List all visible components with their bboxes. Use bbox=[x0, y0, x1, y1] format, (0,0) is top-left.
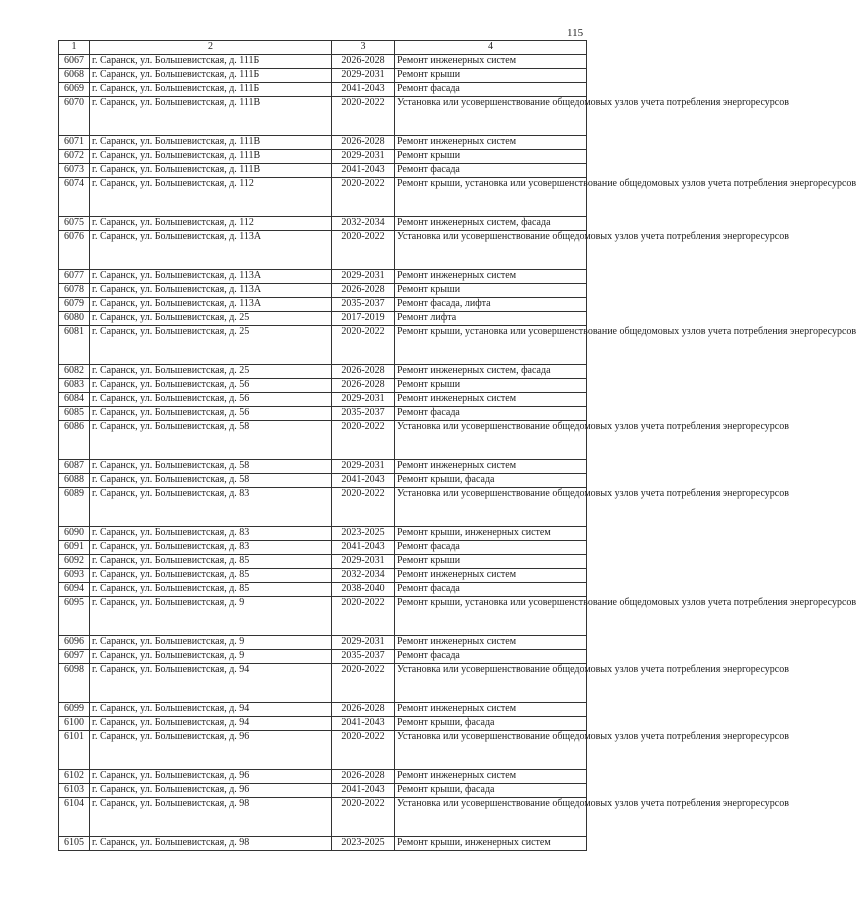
row-work-type: Ремонт лифта bbox=[395, 312, 587, 326]
table-row bbox=[59, 597, 587, 636]
row-number: 6086 bbox=[59, 421, 90, 460]
row-work-type: Ремонт инженерных систем bbox=[395, 636, 587, 650]
row-number: 6084 bbox=[59, 393, 90, 407]
row-work-type: Установка или усовершенствование общедомовых узлов учета потребления энергоресурсов bbox=[395, 798, 587, 837]
row-address: г. Саранск, ул. Большевистская, д. 9 bbox=[90, 636, 332, 650]
row-period: 2029-2031 bbox=[332, 460, 395, 474]
row-number: 6082 bbox=[59, 365, 90, 379]
row-number: 6069 bbox=[59, 83, 90, 97]
row-number: 6094 bbox=[59, 583, 90, 597]
row-period: 2026-2028 bbox=[332, 365, 395, 379]
row-work-type: Ремонт инженерных систем, фасада bbox=[395, 365, 587, 379]
table-row bbox=[59, 298, 587, 312]
row-address: г. Саранск, ул. Большевистская, д. 56 bbox=[90, 407, 332, 421]
row-period: 2026-2028 bbox=[332, 136, 395, 150]
row-number: 6102 bbox=[59, 770, 90, 784]
row-period: 2026-2028 bbox=[332, 284, 395, 298]
row-work-type: Установка или усовершенствование общедомовых узлов учета потребления энергоресурсов bbox=[395, 488, 587, 527]
table-row bbox=[59, 407, 587, 421]
row-period: 2020-2022 bbox=[332, 664, 395, 703]
row-work-type: Ремонт крыши, установка или усовершенствование общедомовых узлов учета потребления энергоресурсов bbox=[395, 597, 587, 636]
table-row bbox=[59, 421, 587, 460]
row-number: 6099 bbox=[59, 703, 90, 717]
table-row bbox=[59, 136, 587, 150]
table-row bbox=[59, 650, 587, 664]
table-row bbox=[59, 365, 587, 379]
row-address: г. Саранск, ул. Большевистская, д. 85 bbox=[90, 555, 332, 569]
row-period: 2041-2043 bbox=[332, 83, 395, 97]
table-row bbox=[59, 527, 587, 541]
row-work-type: Ремонт фасада bbox=[395, 650, 587, 664]
table-row bbox=[59, 541, 587, 555]
table-row bbox=[59, 474, 587, 488]
row-period: 2038-2040 bbox=[332, 583, 395, 597]
row-address: г. Саранск, ул. Большевистская, д. 94 bbox=[90, 703, 332, 717]
row-period: 2041-2043 bbox=[332, 164, 395, 178]
row-work-type: Ремонт инженерных систем bbox=[395, 55, 587, 69]
row-work-type: Ремонт фасада bbox=[395, 83, 587, 97]
row-number: 6096 bbox=[59, 636, 90, 650]
table-row bbox=[59, 217, 587, 231]
row-work-type: Ремонт инженерных систем bbox=[395, 569, 587, 583]
table-row bbox=[59, 488, 587, 527]
row-period: 2029-2031 bbox=[332, 150, 395, 164]
row-period: 2023-2025 bbox=[332, 527, 395, 541]
row-number: 6091 bbox=[59, 541, 90, 555]
row-period: 2020-2022 bbox=[332, 798, 395, 837]
row-address: г. Саранск, ул. Большевистская, д. 9 bbox=[90, 597, 332, 636]
row-number: 6081 bbox=[59, 326, 90, 365]
row-work-type: Ремонт инженерных систем bbox=[395, 136, 587, 150]
row-address: г. Саранск, ул. Большевистская, д. 113А bbox=[90, 270, 332, 284]
row-address: г. Саранск, ул. Большевистская, д. 58 bbox=[90, 474, 332, 488]
row-address: г. Саранск, ул. Большевистская, д. 56 bbox=[90, 379, 332, 393]
row-address: г. Саранск, ул. Большевистская, д. 94 bbox=[90, 717, 332, 731]
table-row bbox=[59, 97, 587, 136]
row-work-type: Ремонт фасада bbox=[395, 407, 587, 421]
row-period: 2023-2025 bbox=[332, 837, 395, 851]
table-row bbox=[59, 731, 587, 770]
table-row bbox=[59, 178, 587, 217]
row-number: 6105 bbox=[59, 837, 90, 851]
repair-schedule-table bbox=[58, 40, 856, 851]
row-work-type: Ремонт крыши bbox=[395, 150, 587, 164]
row-number: 6095 bbox=[59, 597, 90, 636]
table-row bbox=[59, 284, 587, 298]
row-period: 2032-2034 bbox=[332, 217, 395, 231]
row-period: 2029-2031 bbox=[332, 555, 395, 569]
row-work-type: Ремонт крыши, установка или усовершенствование общедомовых узлов учета потребления энергоресурсов bbox=[395, 326, 587, 365]
row-number: 6100 bbox=[59, 717, 90, 731]
table-row bbox=[59, 837, 587, 851]
row-period: 2041-2043 bbox=[332, 474, 395, 488]
row-period: 2020-2022 bbox=[332, 488, 395, 527]
row-work-type: Установка или усовершенствование общедомовых узлов учета потребления энергоресурсов bbox=[395, 97, 587, 136]
row-number: 6083 bbox=[59, 379, 90, 393]
row-work-type: Ремонт инженерных систем bbox=[395, 770, 587, 784]
row-period: 2035-2037 bbox=[332, 407, 395, 421]
table-row bbox=[59, 703, 587, 717]
row-address: г. Саранск, ул. Большевистская, д. 112 bbox=[90, 217, 332, 231]
table-row bbox=[59, 312, 587, 326]
row-work-type: Ремонт крыши, установка или усовершенствование общедомовых узлов учета потребления энергоресурсов bbox=[395, 178, 587, 217]
row-address: г. Саранск, ул. Большевистская, д. 111В bbox=[90, 150, 332, 164]
header-row bbox=[59, 41, 587, 55]
row-number: 6097 bbox=[59, 650, 90, 664]
row-work-type: Установка или усовершенствование общедомовых узлов учета потребления энергоресурсов bbox=[395, 664, 587, 703]
row-number: 6074 bbox=[59, 178, 90, 217]
row-address: г. Саранск, ул. Большевистская, д. 113А bbox=[90, 298, 332, 312]
row-work-type: Ремонт крыши, инженерных систем bbox=[395, 527, 587, 541]
table-row bbox=[59, 150, 587, 164]
row-address: г. Саранск, ул. Большевистская, д. 96 bbox=[90, 770, 332, 784]
row-address: г. Саранск, ул. Большевистская, д. 9 bbox=[90, 650, 332, 664]
column-header-work: 4 bbox=[395, 41, 587, 55]
row-address: г. Саранск, ул. Большевистская, д. 111Б bbox=[90, 55, 332, 69]
row-period: 2026-2028 bbox=[332, 379, 395, 393]
row-period: 2029-2031 bbox=[332, 270, 395, 284]
row-period: 2020-2022 bbox=[332, 231, 395, 270]
row-address: г. Саранск, ул. Большевистская, д. 85 bbox=[90, 583, 332, 597]
row-address: г. Саранск, ул. Большевистская, д. 96 bbox=[90, 731, 332, 770]
row-address: г. Саранск, ул. Большевистская, д. 25 bbox=[90, 365, 332, 379]
row-number: 6067 bbox=[59, 55, 90, 69]
table-row bbox=[59, 798, 587, 837]
row-address: г. Саранск, ул. Большевистская, д. 56 bbox=[90, 393, 332, 407]
row-number: 6068 bbox=[59, 69, 90, 83]
table-row bbox=[59, 55, 587, 69]
row-number: 6078 bbox=[59, 284, 90, 298]
row-work-type: Ремонт инженерных систем bbox=[395, 270, 587, 284]
row-address: г. Саранск, ул. Большевистская, д. 112 bbox=[90, 178, 332, 217]
row-work-type: Установка или усовершенствование общедомовых узлов учета потребления энергоресурсов bbox=[395, 231, 587, 270]
column-header-number: 1 bbox=[59, 41, 90, 55]
table-row bbox=[59, 784, 587, 798]
table-row bbox=[59, 664, 587, 703]
row-period: 2029-2031 bbox=[332, 636, 395, 650]
row-number: 6070 bbox=[59, 97, 90, 136]
row-number: 6101 bbox=[59, 731, 90, 770]
row-work-type: Ремонт крыши, фасада bbox=[395, 474, 587, 488]
table-row bbox=[59, 636, 587, 650]
row-number: 6088 bbox=[59, 474, 90, 488]
row-number: 6093 bbox=[59, 569, 90, 583]
row-work-type: Ремонт фасада, лифта bbox=[395, 298, 587, 312]
row-number: 6073 bbox=[59, 164, 90, 178]
row-work-type: Ремонт крыши, фасада bbox=[395, 784, 587, 798]
row-work-type: Установка или усовершенствование общедомовых узлов учета потребления энергоресурсов bbox=[395, 731, 587, 770]
row-number: 6080 bbox=[59, 312, 90, 326]
row-period: 2029-2031 bbox=[332, 69, 395, 83]
row-address: г. Саранск, ул. Большевистская, д. 98 bbox=[90, 837, 332, 851]
table-header bbox=[59, 41, 587, 55]
row-period: 2032-2034 bbox=[332, 569, 395, 583]
row-work-type: Ремонт крыши bbox=[395, 69, 587, 83]
row-address: г. Саранск, ул. Большевистская, д. 111В bbox=[90, 136, 332, 150]
row-period: 2026-2028 bbox=[332, 703, 395, 717]
column-header-period: 3 bbox=[332, 41, 395, 55]
table-row bbox=[59, 717, 587, 731]
table-row bbox=[59, 555, 587, 569]
row-period: 2020-2022 bbox=[332, 421, 395, 460]
row-period: 2020-2022 bbox=[332, 731, 395, 770]
row-period: 2029-2031 bbox=[332, 393, 395, 407]
row-period: 2035-2037 bbox=[332, 650, 395, 664]
row-work-type: Ремонт фасада bbox=[395, 541, 587, 555]
row-address: г. Саранск, ул. Большевистская, д. 85 bbox=[90, 569, 332, 583]
row-period: 2026-2028 bbox=[332, 770, 395, 784]
row-address: г. Саранск, ул. Большевистская, д. 111В bbox=[90, 97, 332, 136]
row-period: 2035-2037 bbox=[332, 298, 395, 312]
row-address: г. Саранск, ул. Большевистская, д. 111Б bbox=[90, 83, 332, 97]
row-number: 6098 bbox=[59, 664, 90, 703]
row-address: г. Саранск, ул. Большевистская, д. 25 bbox=[90, 312, 332, 326]
table-row bbox=[59, 569, 587, 583]
row-number: 6092 bbox=[59, 555, 90, 569]
row-address: г. Саранск, ул. Большевистская, д. 98 bbox=[90, 798, 332, 837]
table-row bbox=[59, 231, 587, 270]
row-work-type: Установка или усовершенствование общедомовых узлов учета потребления энергоресурсов bbox=[395, 421, 587, 460]
row-address: г. Саранск, ул. Большевистская, д. 111В bbox=[90, 164, 332, 178]
table-row bbox=[59, 326, 587, 365]
row-number: 6104 bbox=[59, 798, 90, 837]
row-number: 6087 bbox=[59, 460, 90, 474]
row-number: 6072 bbox=[59, 150, 90, 164]
row-number: 6090 bbox=[59, 527, 90, 541]
table-row bbox=[59, 379, 587, 393]
row-period: 2017-2019 bbox=[332, 312, 395, 326]
row-work-type: Ремонт крыши, фасада bbox=[395, 717, 587, 731]
row-number: 6103 bbox=[59, 784, 90, 798]
row-number: 6077 bbox=[59, 270, 90, 284]
row-address: г. Саранск, ул. Большевистская, д. 94 bbox=[90, 664, 332, 703]
row-period: 2020-2022 bbox=[332, 97, 395, 136]
row-address: г. Саранск, ул. Большевистская, д. 83 bbox=[90, 541, 332, 555]
table-row bbox=[59, 83, 587, 97]
row-work-type: Ремонт крыши, инженерных систем bbox=[395, 837, 587, 851]
row-work-type: Ремонт инженерных систем bbox=[395, 393, 587, 407]
row-work-type: Ремонт фасада bbox=[395, 583, 587, 597]
row-work-type: Ремонт крыши bbox=[395, 379, 587, 393]
row-period: 2020-2022 bbox=[332, 597, 395, 636]
row-work-type: Ремонт инженерных систем, фасада bbox=[395, 217, 587, 231]
page-number: 115 bbox=[567, 27, 584, 39]
row-address: г. Саранск, ул. Большевистская, д. 113А bbox=[90, 284, 332, 298]
row-period: 2041-2043 bbox=[332, 784, 395, 798]
table-row bbox=[59, 164, 587, 178]
row-period: 2026-2028 bbox=[332, 55, 395, 69]
table-row bbox=[59, 770, 587, 784]
table-row bbox=[59, 69, 587, 83]
row-work-type: Ремонт фасада bbox=[395, 164, 587, 178]
row-period: 2020-2022 bbox=[332, 178, 395, 217]
row-period: 2041-2043 bbox=[332, 541, 395, 555]
row-number: 6089 bbox=[59, 488, 90, 527]
row-period: 2041-2043 bbox=[332, 717, 395, 731]
table-row bbox=[59, 270, 587, 284]
row-address: г. Саранск, ул. Большевистская, д. 25 bbox=[90, 326, 332, 365]
table-row bbox=[59, 460, 587, 474]
row-work-type: Ремонт инженерных систем bbox=[395, 703, 587, 717]
row-address: г. Саранск, ул. Большевистская, д. 83 bbox=[90, 527, 332, 541]
table-row bbox=[59, 583, 587, 597]
row-address: г. Саранск, ул. Большевистская, д. 113А bbox=[90, 231, 332, 270]
row-number: 6079 bbox=[59, 298, 90, 312]
row-number: 6085 bbox=[59, 407, 90, 421]
row-number: 6075 bbox=[59, 217, 90, 231]
row-address: г. Саранск, ул. Большевистская, д. 111Б bbox=[90, 69, 332, 83]
row-address: г. Саранск, ул. Большевистская, д. 83 bbox=[90, 488, 332, 527]
row-work-type: Ремонт крыши bbox=[395, 555, 587, 569]
row-address: г. Саранск, ул. Большевистская, д. 58 bbox=[90, 421, 332, 460]
row-address: г. Саранск, ул. Большевистская, д. 96 bbox=[90, 784, 332, 798]
row-period: 2020-2022 bbox=[332, 326, 395, 365]
row-work-type: Ремонт инженерных систем bbox=[395, 460, 587, 474]
row-number: 6071 bbox=[59, 136, 90, 150]
table-row bbox=[59, 393, 587, 407]
column-header-address: 2 bbox=[90, 41, 332, 55]
table-body bbox=[59, 55, 856, 851]
row-address: г. Саранск, ул. Большевистская, д. 58 bbox=[90, 460, 332, 474]
row-number: 6076 bbox=[59, 231, 90, 270]
row-work-type: Ремонт крыши bbox=[395, 284, 587, 298]
